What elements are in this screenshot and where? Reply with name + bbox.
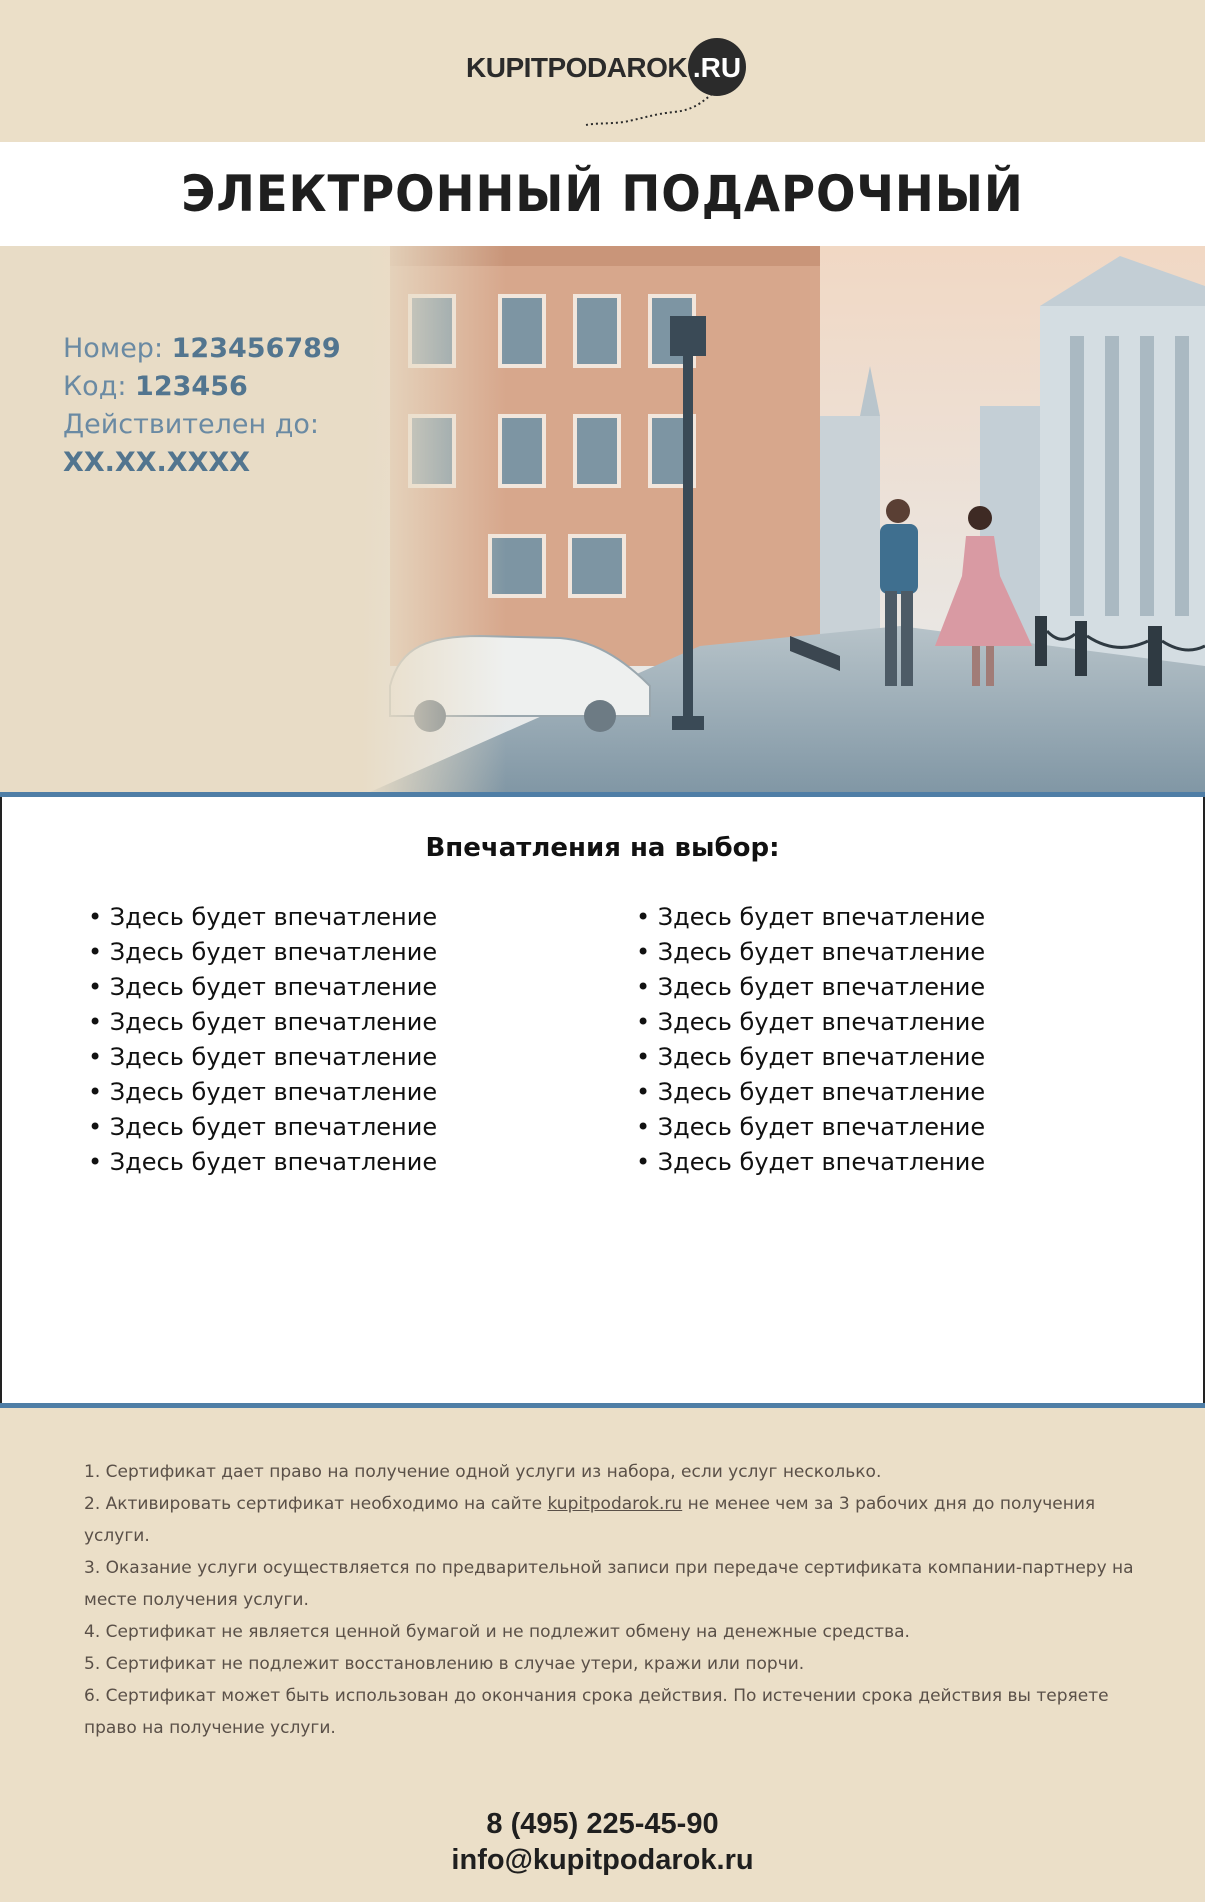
list-item: • Здесь будет впечатление xyxy=(88,900,437,935)
list-item: • Здесь будет впечатление xyxy=(636,1075,985,1110)
list-item: • Здесь будет впечатление xyxy=(636,1005,985,1040)
code-row xyxy=(63,368,341,406)
list-item: • Здесь будет впечатление xyxy=(636,970,985,1005)
term-text: не менее чем за 3 рабочих дня до получения услуги. xyxy=(84,1494,1096,1546)
city-street-illustration xyxy=(0,246,1205,792)
valid-value: XX.XX.XXXX xyxy=(63,447,251,478)
experiences-title: Впечатления на выбор: xyxy=(425,833,780,863)
list-item: • Здесь будет впечатление xyxy=(88,1040,437,1075)
term-text: 2. Активировать сертификат необходимо на сайте xyxy=(84,1494,548,1514)
list-item: • Здесь будет впечатление xyxy=(636,1110,985,1145)
experiences-list-right xyxy=(636,900,985,1180)
number-row xyxy=(63,330,341,368)
list-item: • Здесь будет впечатление xyxy=(88,1145,437,1180)
term-item: 1. Сертификат дает право на получение одной услуги из набора, если услуг несколько. xyxy=(84,1462,882,1482)
list-item: • Здесь будет впечатление xyxy=(636,900,985,935)
list-item: • Здесь будет впечатление xyxy=(88,1005,437,1040)
certificate-info xyxy=(63,330,341,482)
hero-section xyxy=(0,246,1205,792)
title-bar xyxy=(0,142,1205,246)
terms-list xyxy=(84,1456,1164,1744)
kupitpodarok-logo[interactable] xyxy=(466,38,746,122)
term-item xyxy=(84,1488,1164,1552)
list-item: • Здесь будет впечатление xyxy=(88,970,437,1005)
term-item: 4. Сертификат не является ценной бумагой и не подлежит обмену на денежные средства. xyxy=(84,1622,910,1642)
experiences-list-left xyxy=(88,900,437,1180)
number-value: 123456789 xyxy=(171,333,341,364)
email-address[interactable]: info@kupitpodarok.ru xyxy=(451,1844,754,1876)
list-item: • Здесь будет впечатление xyxy=(636,935,985,970)
balloon-string-icon xyxy=(584,92,714,126)
experiences-box xyxy=(0,797,1205,1403)
page-title: ЭЛЕКТРОННЫЙ ПОДАРОЧНЫЙ xyxy=(181,165,1024,223)
list-item: • Здесь будет впечатление xyxy=(88,1075,437,1110)
list-item: • Здесь будет впечатление xyxy=(636,1145,985,1180)
code-label: Код: xyxy=(63,371,127,402)
divider-bottom xyxy=(0,1403,1205,1408)
term-item: 3. Оказание услуги осуществляется по предварительной записи при передаче сертификата компании-партнеру на месте получения услуги. xyxy=(84,1558,1134,1610)
phone-number[interactable]: 8 (495) 225-45-90 xyxy=(486,1808,719,1840)
site-link[interactable]: kupitpodarok.ru xyxy=(547,1494,683,1514)
term-item: 5. Сертификат не подлежит восстановлению в случае утери, кражи или порчи. xyxy=(84,1654,805,1674)
list-item: • Здесь будет впечатление xyxy=(88,935,437,970)
term-item: 6. Сертификат может быть использован до окончания срока действия. По истечении срока действия вы теряете право на получение услуги. xyxy=(84,1686,1109,1738)
contact-block xyxy=(0,1806,1205,1878)
list-item: • Здесь будет впечатление xyxy=(88,1110,437,1145)
number-label: Номер: xyxy=(63,333,164,364)
logo-text: KUPITPODAROK xyxy=(466,52,688,83)
header xyxy=(0,0,1205,142)
valid-label: Действителен до: xyxy=(63,409,320,440)
logo-suffix: .RU xyxy=(692,52,742,83)
list-item: • Здесь будет впечатление xyxy=(636,1040,985,1075)
code-value: 123456 xyxy=(135,371,248,402)
